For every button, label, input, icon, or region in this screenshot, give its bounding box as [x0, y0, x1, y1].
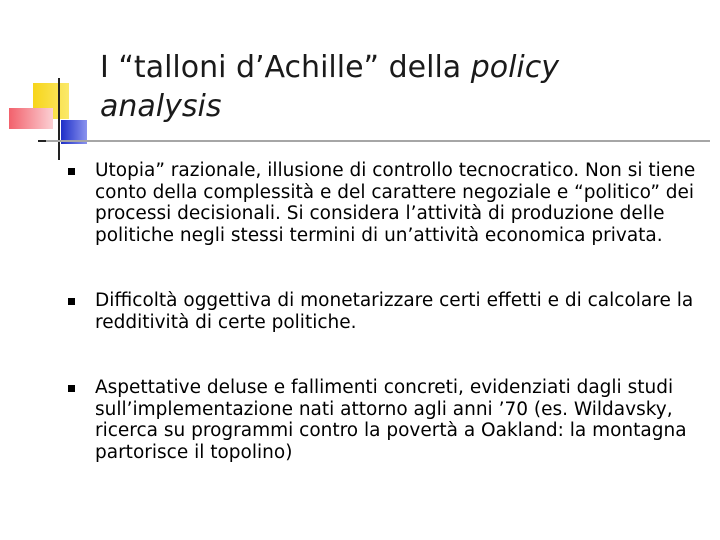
bullet-text: Utopia” razionale, illusione di controllo tecnocratico. Non si tiene conto della complessità e del carattere negoziale e “politico” dei processi decisionali. Si considera l’attività di produzione delle politiche negli stessi termini di un’attività economica privata. — [95, 160, 696, 246]
title-italic-analysis: analysis — [100, 89, 222, 124]
title-italic-policy: policy — [470, 50, 560, 85]
bullet-item — [68, 160, 700, 246]
bullet-item — [68, 377, 700, 463]
bullet-list — [68, 160, 700, 507]
bullet-square-icon — [68, 298, 75, 305]
bullet-text: Difficoltà oggettiva di monetarizzare certi effetti e di calcolare la redditività di certe politiche. — [95, 290, 694, 333]
title-prefix: I “talloni d’Achille” della — [100, 50, 471, 85]
title-underline-rule — [46, 140, 710, 142]
bullet-item — [68, 290, 700, 333]
bullet-text: Aspettative deluse e fallimenti concreti, evidenziati dagli studi sull’implementazione nati attorno agli anni ’70 (es. Wildavsky, ricerca su programmi contro la povertà a Oakland: la montagna partorisce il topolino) — [95, 377, 687, 463]
red-square — [9, 108, 53, 129]
bullet-square-icon — [68, 385, 75, 392]
bullet-square-icon — [68, 168, 75, 175]
slide-title — [100, 48, 700, 126]
